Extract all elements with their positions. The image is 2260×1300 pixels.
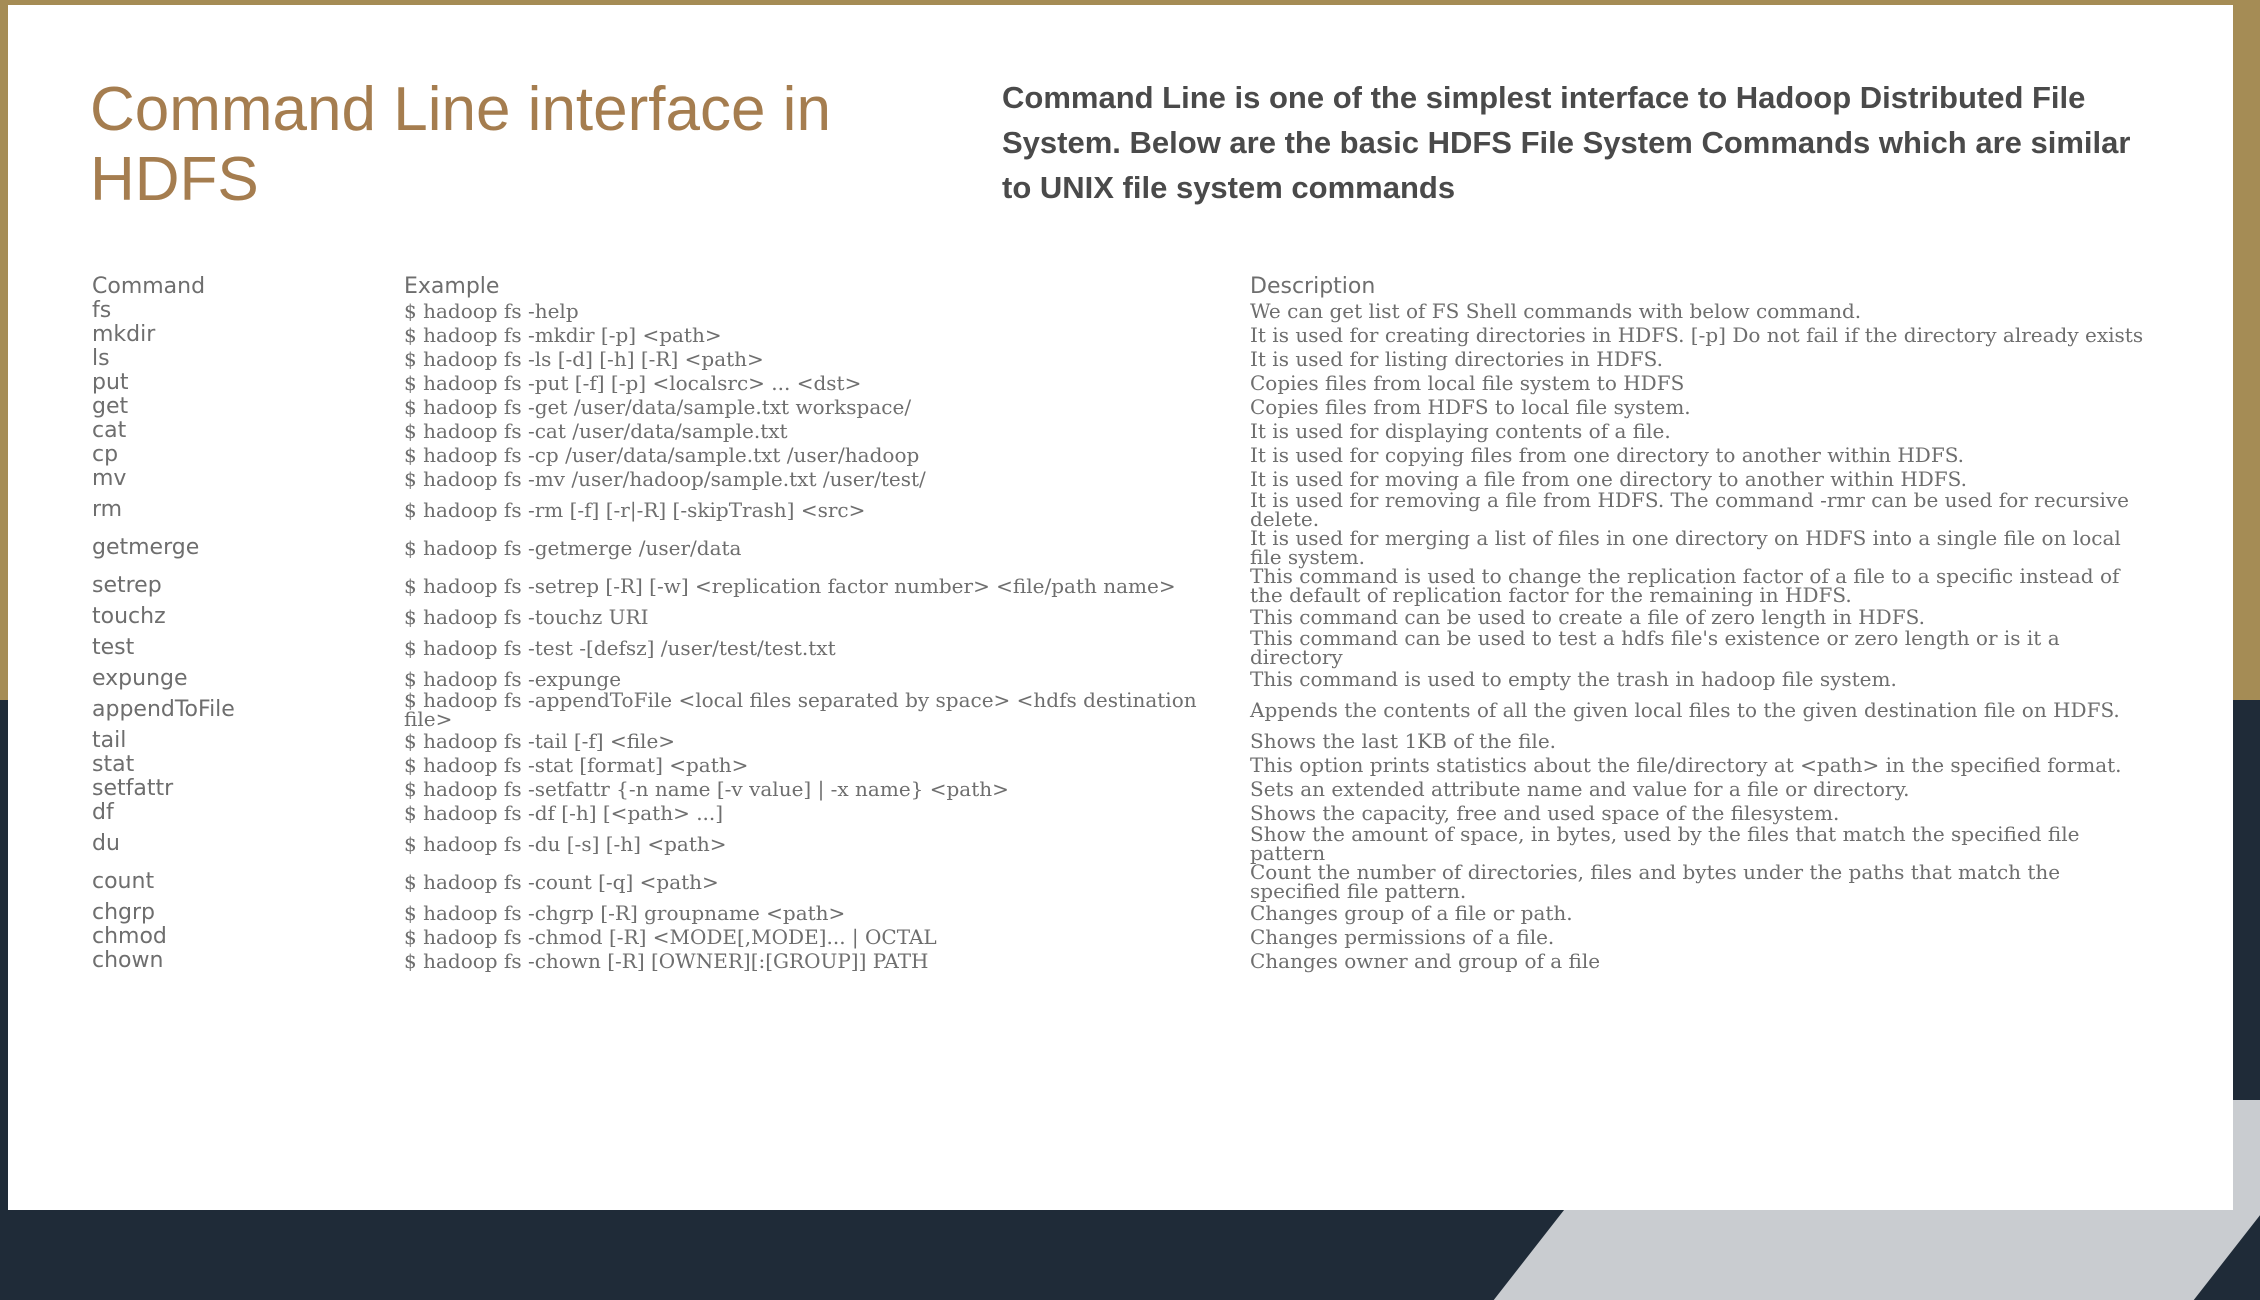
example-cell: $ hadoop fs -put [-f] [-p] <localsrc> ... <dst> xyxy=(404,370,862,395)
example-cell: $ hadoop fs -cat /user/data/sample.txt xyxy=(404,418,788,443)
table-row xyxy=(92,901,2152,925)
description-cell: It is used for copying files from one directory to another within HDFS. xyxy=(1250,442,1965,467)
description-cell: It is used for moving a file from one directory to another within HDFS. xyxy=(1250,466,1968,491)
description-cell: Sets an extended attribute name and value for a file or directory. xyxy=(1250,776,1910,801)
description-cell: Shows the last 1KB of the file. xyxy=(1250,728,1557,753)
command-cell: get xyxy=(92,394,129,419)
table-row xyxy=(92,860,2152,903)
table-row xyxy=(92,347,2152,371)
table-row xyxy=(92,488,2152,531)
description-cell: Changes owner and group of a file xyxy=(1250,948,1601,973)
command-cell: setrep xyxy=(92,573,162,598)
table-row xyxy=(92,443,2152,467)
table-row xyxy=(92,753,2152,777)
header-command: Command xyxy=(92,274,206,299)
command-cell: getmerge xyxy=(92,535,200,560)
header-example: Example xyxy=(404,274,500,299)
command-cell: mv xyxy=(92,466,127,491)
table-row xyxy=(92,626,2152,669)
example-cell: $ hadoop fs -rm [-f] [-r|-R] [-skipTrash] <src> xyxy=(404,497,866,522)
command-cell: tail xyxy=(92,728,127,753)
command-cell: stat xyxy=(92,752,135,777)
description-cell: Copies files from HDFS to local file system. xyxy=(1250,394,1691,419)
description-cell: Show the amount of space, in bytes, used by the files that match the specified file pattern xyxy=(1250,822,2080,865)
command-cell: rm xyxy=(92,497,123,522)
slide xyxy=(8,5,2233,1210)
example-cell: $ hadoop fs -mv /user/hadoop/sample.txt /user/test/ xyxy=(404,466,926,491)
example-cell: $ hadoop fs -ls [-d] [-h] [-R] <path> xyxy=(404,346,764,371)
example-cell: $ hadoop fs -tail [-f] <file> xyxy=(404,728,676,753)
command-cell: chmod xyxy=(92,924,167,949)
command-cell: put xyxy=(92,370,129,395)
description-cell: Copies files from local file system to HDFS xyxy=(1250,370,1685,395)
command-cell: touchz xyxy=(92,604,166,629)
table-row xyxy=(92,729,2152,753)
command-cell: expunge xyxy=(92,666,188,691)
description-cell: This command is used to change the replication factor of a file to a specific instead of the default of replication factor for the remaining in HDFS. xyxy=(1250,564,2120,607)
command-cell: du xyxy=(92,831,120,856)
example-cell: $ hadoop fs -df [-h] [<path> ...] xyxy=(404,800,724,825)
command-cell: chown xyxy=(92,948,164,973)
command-cell: cat xyxy=(92,418,127,443)
description-cell: It is used for removing a file from HDFS. The command -rmr can be used for recursive delete. xyxy=(1250,488,2129,531)
example-cell: $ hadoop fs -setrep [-R] [-w] <replication factor number> <file/path name> xyxy=(404,573,1176,598)
example-cell: $ hadoop fs -appendToFile <local files separated by space> <hdfs destination file> xyxy=(404,688,1203,731)
table-header-row xyxy=(92,275,2152,299)
table-row xyxy=(92,949,2152,973)
table-row xyxy=(92,395,2152,419)
description-cell: This command is used to empty the trash in hadoop file system. xyxy=(1250,666,1897,691)
description-cell: Shows the capacity, free and used space of the filesystem. xyxy=(1250,800,1840,825)
example-cell: $ hadoop fs -help xyxy=(404,298,579,323)
command-cell: df xyxy=(92,800,114,825)
page-title: Command Line interface in HDFS xyxy=(90,75,831,214)
description-cell: Changes permissions of a file. xyxy=(1250,924,1555,949)
example-cell: $ hadoop fs -getmerge /user/data xyxy=(404,535,742,560)
example-cell: $ hadoop fs -chmod [-R] <MODE[,MODE]... | OCTAL xyxy=(404,924,937,949)
description-cell: Count the number of directories, files and bytes under the paths that match the specified file pattern. xyxy=(1250,860,2061,903)
intro-paragraph: Command Line is one of the simplest interface to Hadoop Distributed File System. Below are the basic HDFS File System Commands which are similar to UNIX file system commands xyxy=(1002,80,2131,205)
command-cell: cp xyxy=(92,442,119,467)
table-row xyxy=(92,688,2152,731)
command-cell: test xyxy=(92,635,135,660)
command-cell: ls xyxy=(92,346,110,371)
example-cell: $ hadoop fs -setfattr {-n name [-v value] | -x name} <path> xyxy=(404,776,1009,801)
command-cell: setfattr xyxy=(92,776,174,801)
example-cell: $ hadoop fs -cp /user/data/sample.txt /user/hadoop xyxy=(404,442,920,467)
table-row xyxy=(92,323,2152,347)
command-table xyxy=(92,275,2152,973)
header-description: Description xyxy=(1250,274,1376,299)
description-cell: It is used for merging a list of files in one directory on HDFS into a single file on local file system. xyxy=(1250,526,2121,569)
command-cell: fs xyxy=(92,298,112,323)
example-cell: $ hadoop fs -test -[defsz] /user/test/test.txt xyxy=(404,635,836,660)
description-cell: Changes group of a file or path. xyxy=(1250,900,1573,925)
command-cell: appendToFile xyxy=(92,697,235,722)
description-cell: This option prints statistics about the file/directory at <path> in the specified format. xyxy=(1250,752,2122,777)
example-cell: $ hadoop fs -stat [format] <path> xyxy=(404,752,749,777)
description-cell: Appends the contents of all the given local files to the given destination file on HDFS. xyxy=(1250,697,2120,722)
table-row xyxy=(92,822,2152,865)
table-row xyxy=(92,299,2152,323)
example-cell: $ hadoop fs -touchz URI xyxy=(404,604,649,629)
command-cell: chgrp xyxy=(92,900,156,925)
table-row xyxy=(92,526,2152,569)
command-cell: count xyxy=(92,869,155,894)
example-cell: $ hadoop fs -expunge xyxy=(404,666,622,691)
table-body xyxy=(92,299,2152,973)
example-cell: $ hadoop fs -count [-q] <path> xyxy=(404,869,719,894)
example-cell: $ hadoop fs -du [-s] [-h] <path> xyxy=(404,831,727,856)
description-cell: This command can be used to test a hdfs file's existence or zero length or is it a directory xyxy=(1250,626,2060,669)
example-cell: $ hadoop fs -chgrp [-R] groupname <path> xyxy=(404,900,846,925)
command-cell: mkdir xyxy=(92,322,156,347)
description-cell: We can get list of FS Shell commands with below command. xyxy=(1250,298,1862,323)
table-row xyxy=(92,371,2152,395)
example-cell: $ hadoop fs -get /user/data/sample.txt workspace/ xyxy=(404,394,912,419)
description-cell: It is used for creating directories in HDFS. [-p] Do not fail if the directory already exists xyxy=(1250,322,2144,347)
table-row xyxy=(92,777,2152,801)
example-cell: $ hadoop fs -chown [-R] [OWNER][:[GROUP]] PATH xyxy=(404,948,929,973)
table-row xyxy=(92,419,2152,443)
description-cell: It is used for listing directories in HDFS. xyxy=(1250,346,1663,371)
example-cell: $ hadoop fs -mkdir [-p] <path> xyxy=(404,322,722,347)
table-row xyxy=(92,564,2152,607)
table-row xyxy=(92,925,2152,949)
description-cell: This command can be used to create a file of zero length in HDFS. xyxy=(1250,604,1925,629)
description-cell: It is used for displaying contents of a file. xyxy=(1250,418,1671,443)
